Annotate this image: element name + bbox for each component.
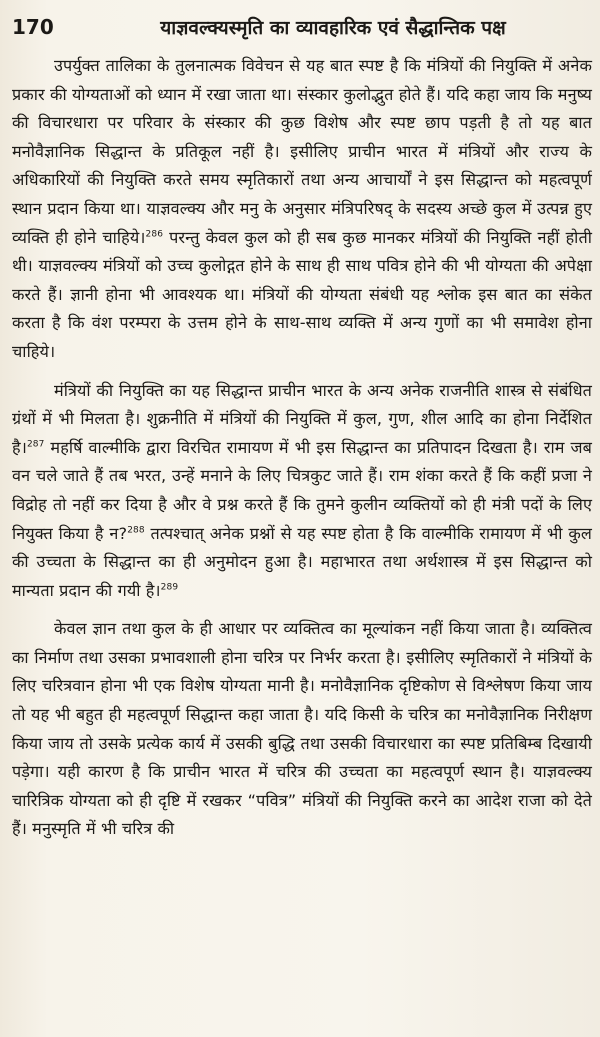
footnote-marker: 286 (145, 229, 164, 240)
page-header (12, 0, 592, 46)
paragraph-text: मंत्रियों की नियुक्ति का यह सिद्धान्त प्राचीन भारत के अन्य अनेक राजनीति शास्त्र से संबंधित ग्रंथों में भी मिलता है। शुक्रनीति में मंत्रियों की नियुक्ति में कुल, गुण, शील आदि का होना निर्देशित है। (12, 380, 592, 457)
body-text (12, 52, 592, 844)
paragraph-text: परन्तु केवल कुल को ही सब कुछ मानकर मंत्रियों की नियुक्ति नहीं होती थी। याज्ञवल्क्य मंत्रियों को उच्च कुलोद्गत होने के साथ ही साथ पवित्र होने की भी योग्यता की अपेक्षा करते हैं। ज्ञानी होना भी आवश्यक था। मंत्रियों की योग्यता संबंधी यह श्लोक इस बात का संकेत करता है कि वंश परम्परा के उत्तम होने के साथ-साथ व्यक्ति में अन्य गुणों का भी समावेश होना चाहिये। (12, 227, 592, 361)
paragraph-2 (12, 377, 592, 606)
paragraph-3 (12, 615, 592, 844)
paragraph-text: केवल ज्ञान तथा कुल के ही आधार पर व्यक्तित्व का मूल्यांकन नहीं किया जाता है। व्यक्तित्व का निर्माण तथा उसका प्रभावशाली होना चरित्र पर निर्भर करता है। इसीलिए स्मृतिकारों ने मंत्रियों के लिए चरित्रवान होना भी एक विशेष योग्यता मानी है। मनोवैज्ञानिक दृष्टिकोण से विश्लेषण किया जाय तो यह भी बहुत ही महत्वपूर्ण सिद्धान्त कहा जाता है। यदि किसी के चरित्र का मनोवैज्ञानिक निरीक्षण किया जाय तो उसके प्रत्येक कार्य में उसकी बुद्धि तथा उसकी विचारधारा का स्पष्ट प्रतिबिम्ब दिखायी पड़ेगा। यही कारण है कि प्राचीन भारत में चरित्र की उच्चता का महत्वपूर्ण स्थान है। याज्ञवल्क्य चारित्रिक योग्यता को ही दृष्टि में रखकर “पवित्र” मंत्रियों की नियुक्ति करने का आदेश राजा को देते हैं। मनुस्मृति में भी चरित्र की (12, 619, 592, 839)
footnote-marker: 289 (160, 582, 179, 593)
footnote-marker: 288 (127, 525, 145, 536)
paragraph-1 (12, 52, 592, 367)
paragraph-text: उपर्युक्त तालिका के तुलनात्मक विवेचन से यह बात स्पष्ट है कि मंत्रियों की नियुक्ति में अनेक प्रकार की योग्यताओं को ध्यान में रखा जाता था। संस्कार कुलोद्भुत होते हैं। यदि कहा जाय कि मनुष्य की विचारधारा पर परिवार के संस्कार की कुछ विशेष और स्पष्ट छाप पड़ती है तो यह बात मनोवैज्ञानिक सिद्धान्त के प्रतिकूल नहीं है। इसीलिए प्राचीन भारत में मंत्रियों और राज्य के अधिकारियों की नियुक्ति करते समय स्मृतिकारों तथा अन्य आचार्यों ने इस सिद्धान्त को महत्वपूर्ण स्थान प्रदान किया था। याज्ञवल्क्य और मनु के अनुसार मंत्रिपरिषद् के सदस्य अच्छे कुल में उत्पन्न हुए व्यक्ति ही होने चाहिये। (12, 56, 592, 247)
running-title: याज्ञवल्क्यस्मृति का व्यावहारिक एवं सैद्धान्तिक पक्ष (160, 17, 506, 39)
page-number: 170 (12, 15, 54, 39)
paragraph-text: तत्पश्चात् अनेक प्रश्नों से यह स्पष्ट होता है कि वाल्मीकि रामायण में भी कुल की उच्चता के सिद्धान्त का ही अनुमोदन हुआ है। महाभारत तथा अर्थशास्त्र में इस सिद्धान्त को मान्यता प्रदान की गयी है। (12, 523, 592, 600)
paragraph-text: महर्षि वाल्मीकि द्वारा विरचित रामायण में भी इस सिद्धान्त का प्रतिपादन दिखता है। राम जब वन चले जाते हैं तब भरत, उन्हें मनाने के लिए चित्रकुट जाते हैं। राम शंका करते हैं कि कहीं प्रजा ने विद्रोह तो नहीं कर दिया है और वे प्रश्न करते हैं कि तुमने कुलीन व्यक्तियों को ही मंत्री पदों के लिए नियुक्त किया है न? (12, 437, 592, 543)
footnote-marker: 287 (26, 439, 45, 450)
